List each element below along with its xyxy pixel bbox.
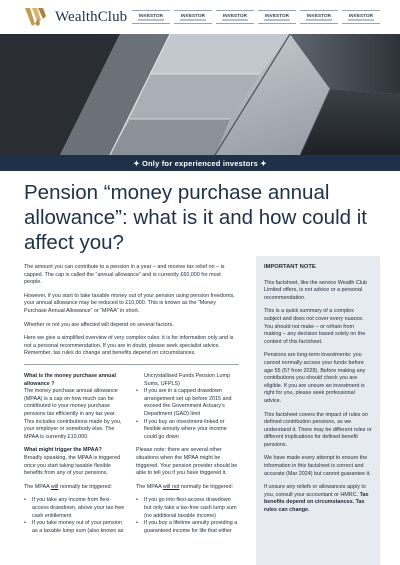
award-badge: INVESTOR — [300, 10, 338, 24]
sidebar-title: IMPORTANT NOTE — [264, 264, 316, 270]
award-badge: INVESTOR — [342, 10, 380, 24]
intro-section — [24, 264, 239, 364]
award-badges — [132, 10, 380, 24]
wealthclub-logo-icon — [24, 6, 50, 28]
body-column-left — [24, 373, 127, 541]
brand-logo — [24, 6, 127, 28]
hero-image — [0, 34, 400, 155]
intro-paragraph: However, if you start to take taxable money out of your pension using pension freedoms, your annual allowance may be reduced to £10,000. This is known as the “Money Purchase Annual Allowance” or “MPAA” in short. — [24, 292, 235, 314]
sidebar-paragraph: Pensions are long-term investments: you cannot normally access your funds before age 55 (57 from 2028). Before making any contributions you should check you are eligible. If you are unsure an investment is right for you, please seek professional advice. — [264, 352, 366, 404]
brand-name: WealthClub — [55, 8, 128, 25]
list-item: Uncrystallised Funds Pension Lump Sums, UFPLS) — [144, 373, 230, 387]
trigger-intro: The MPAA will normally be triggered: — [24, 483, 113, 490]
intro-paragraph: Here we give a simplified overview of very complex rules: it is for information only and is not a personal recommendation. If you are in doubt, please seek specialist advice. Remember, tax rules do change and benefits depend on circumstances. — [24, 335, 234, 357]
non-trigger-list — [136, 497, 239, 535]
answer-paragraph: The money purchase annual allowance (MPAA) is a cap on how much can be contributed to your money purchase pensions tax efficiently in any tax year. This includes contributions made by you, your employer or somebody else. The MPAA is currently £10,000. — [24, 388, 122, 440]
sidebar-paragraph: This factsheet covers the impact of rules on defined contribution pensions, as we understand it. There may be different rules or different implications for defined benefit pensions. — [264, 411, 372, 448]
sidebar-paragraph: This is a quick summary of a complex subject and does not cover every nuance. You should not make – or refrain from making – any decision based solely on the content of this factsheet. — [264, 308, 366, 345]
trigger-list — [24, 497, 127, 535]
intro-paragraph: The amount you can contribute to a pension in a year – and receive tax relief on – is capped. The cap is called the “annual allowance” and is currently £60,000 for most people. — [24, 264, 225, 286]
list-item: • If you buy an investment-linked or flexible annuity where your income could go down — [136, 419, 239, 442]
non-trigger-intro: The MPAA will not normally be triggered: — [136, 483, 233, 490]
award-badge: INVESTOR — [258, 10, 296, 24]
award-badge: INVESTOR — [174, 10, 212, 24]
trigger-list-continued — [136, 373, 239, 441]
award-badge: INVESTOR — [216, 10, 254, 24]
body-column-right — [136, 373, 239, 541]
list-item: • If you take money out of your pension as a taxable lump sum (also known as — [24, 520, 127, 535]
sidebar-paragraph: If unsure any reliefs or allowances apply to you, consult your accountant or HMRC. Tax benefits depend on circumstances. Tax rules can change. — [264, 484, 369, 514]
list-item: • If you buy a lifetime annuity providing a guaranteed income for life that either — [136, 520, 239, 535]
note-paragraph: Please note: there are several other situations when the MPAA might be triggered. Your pension provider should be able to tell you if you have triggered it. — [136, 447, 238, 477]
answer-paragraph: Broadly speaking, the MPAA is triggered once you start taking taxable flexible benefits from any of your pensions. — [24, 454, 121, 477]
important-note-sidebar — [256, 256, 380, 565]
building-photo — [0, 34, 400, 155]
list-item: • If you take any income from flexi-access drawdown, above your tax-free cash entitlement — [24, 497, 127, 520]
list-item: • If you are in a capped drawdown arrangement set up before 2015 and exceed the Government Actuary’s Department (GAD) limit — [136, 388, 239, 418]
intro-paragraph: Whether or not you are affected will depend on several factors. — [24, 321, 174, 328]
section-divider — [24, 364, 239, 365]
page-title: Pension “money purchase annual allowance”: what is it and how could it affect you? — [24, 181, 367, 254]
question-heading: What is the money purchase annual allowance ? — [24, 373, 116, 387]
award-badge: INVESTOR — [132, 10, 170, 24]
experienced-investors-banner: ✦ Only for experienced investors ✦ — [0, 155, 400, 171]
page-header — [0, 0, 400, 34]
question-heading: What might trigger the MPAA? — [24, 447, 102, 454]
list-item: • If you go into flexi-access drawdown but only take a tax-free cash lump sum (no additional taxable income) — [136, 497, 239, 520]
sidebar-paragraph: This factsheet, like the service Wealth Club Limited offers, is not advice or a personal recommendation. — [264, 279, 367, 301]
sidebar-paragraph: We have made every attempt to ensure the information in this factsheet is correct and accurate (Mar 2024) but cannot guarantee it. — [264, 455, 371, 477]
